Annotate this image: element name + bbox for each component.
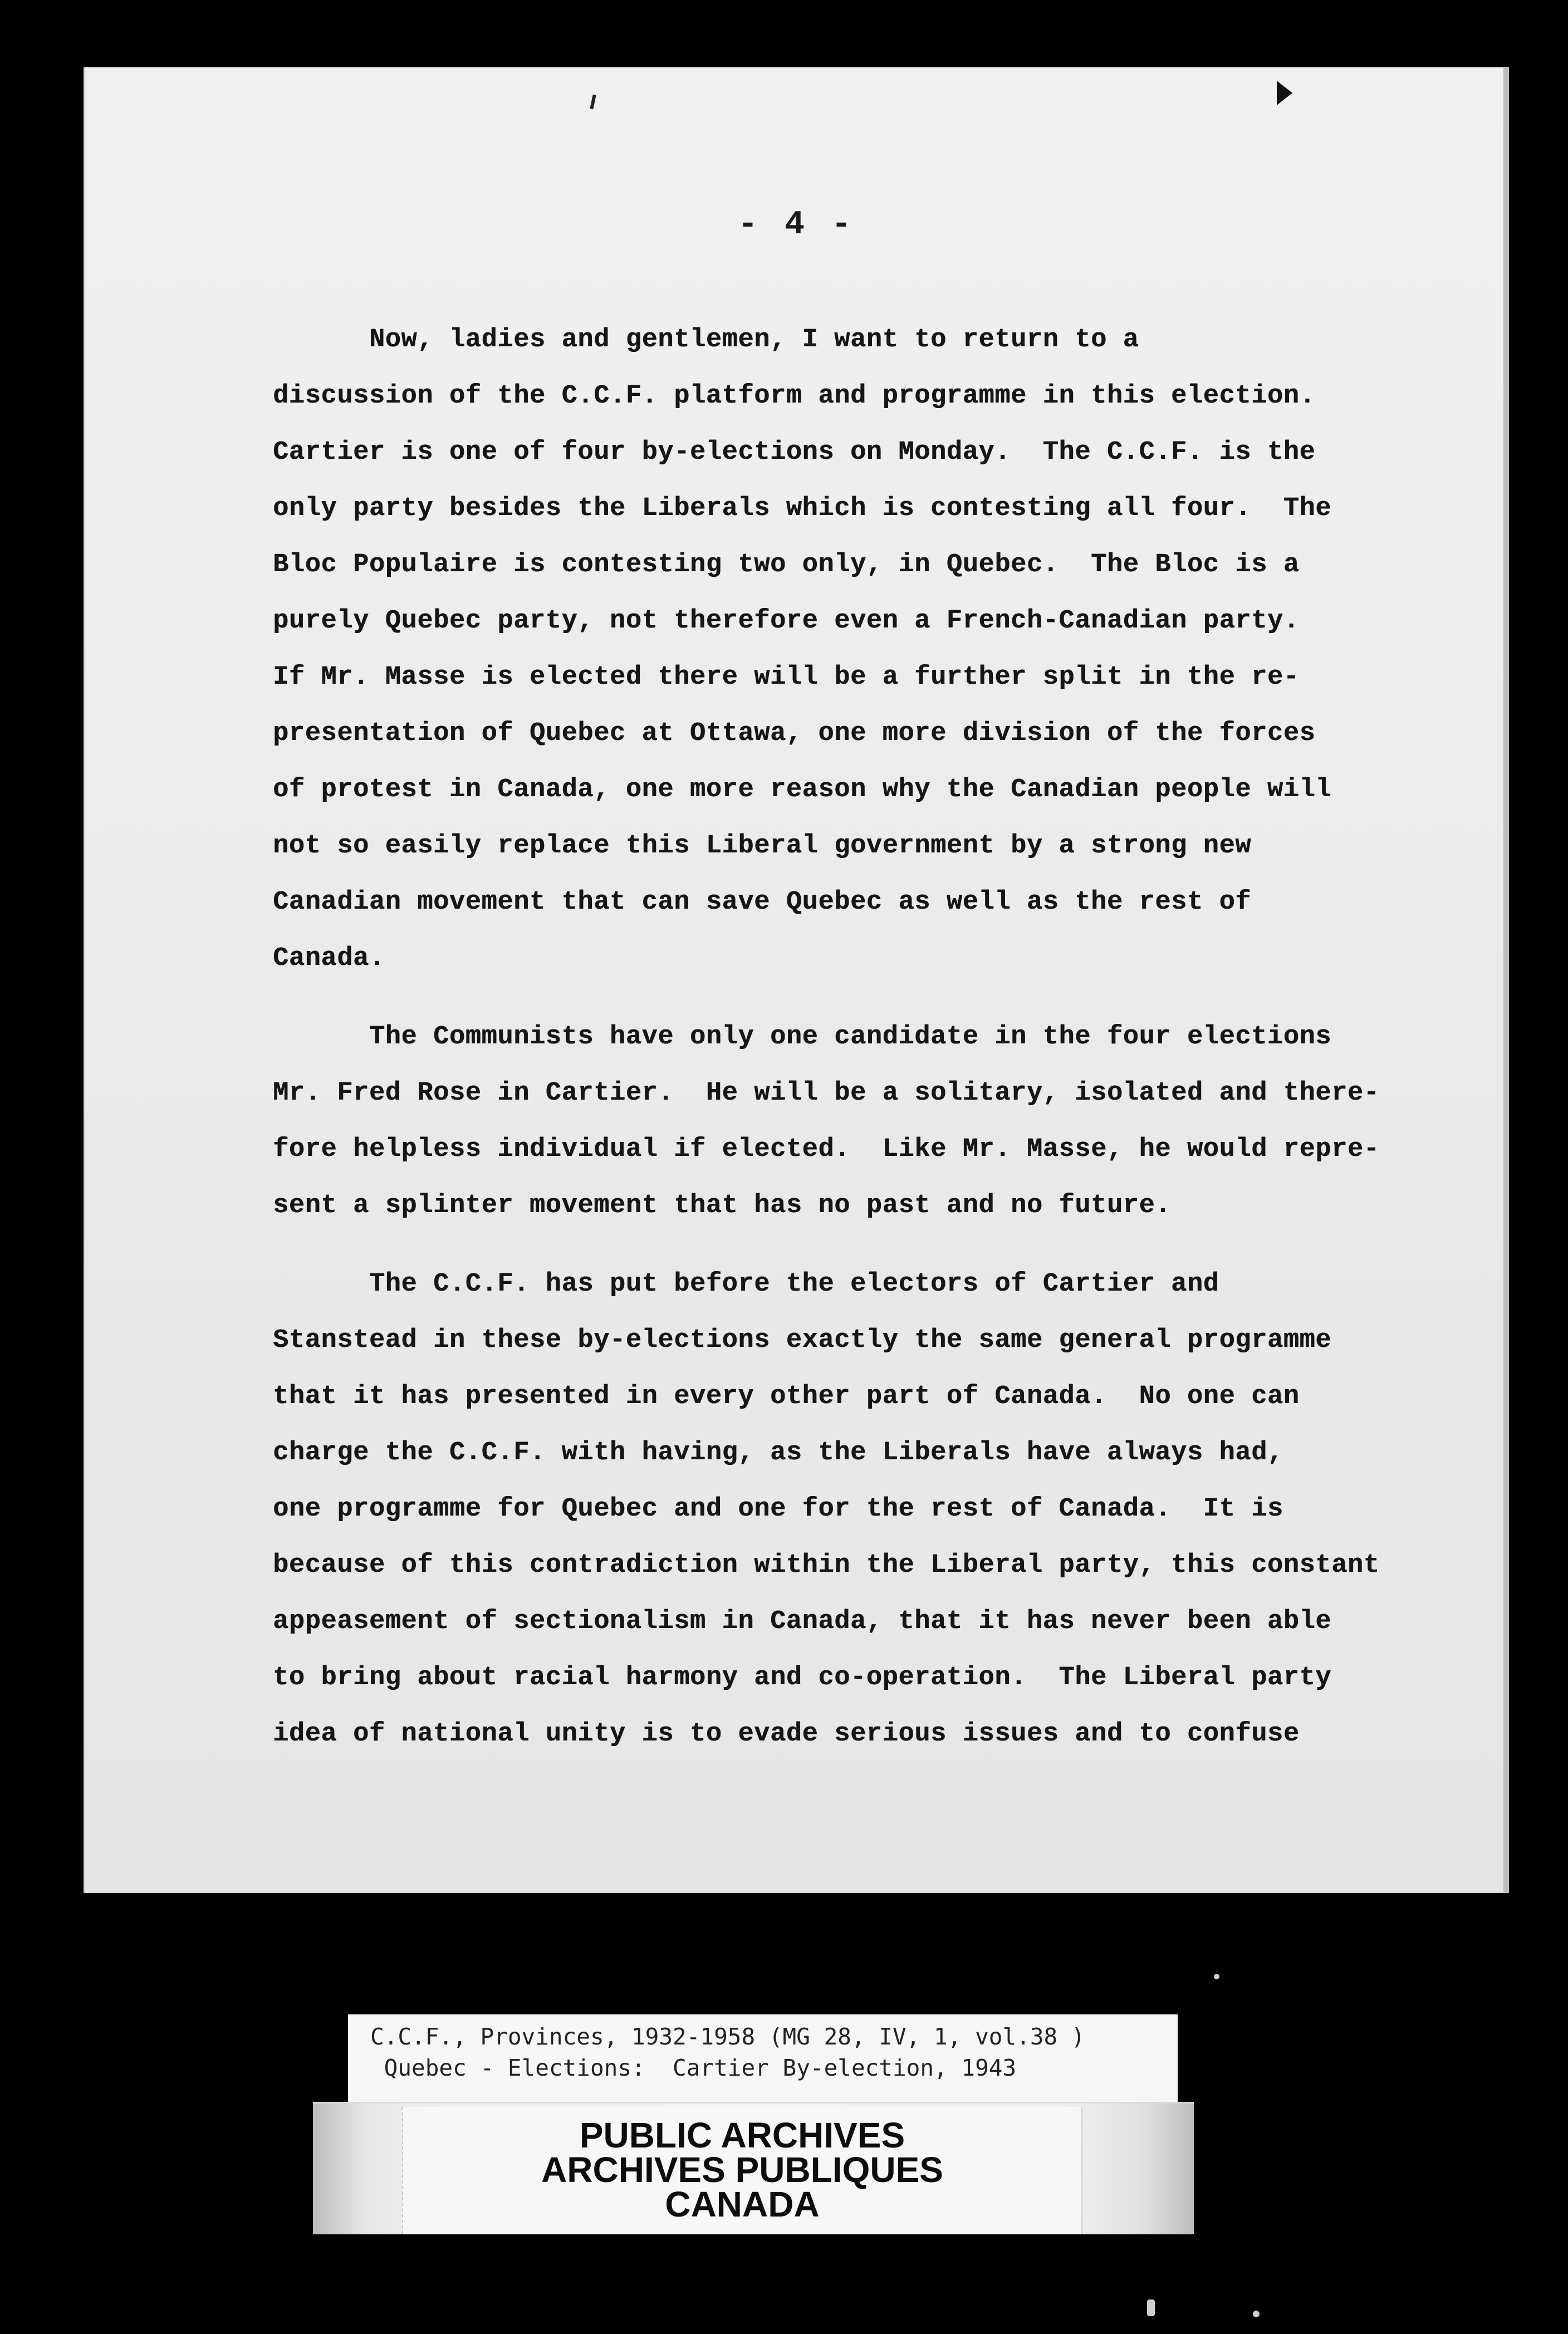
page-edge — [1503, 67, 1509, 1893]
typed-page — [84, 67, 1509, 1893]
stamp-text — [403, 2115, 1081, 2224]
text-line: one programme for Quebec and one for the rest of Canada. It is — [273, 1494, 1283, 1524]
text-line: fore helpless individual if elected. Like Mr. Masse, he would repre- — [273, 1135, 1380, 1164]
citation-line-1: C.C.F., Provinces, 1932-1958 (MG 28, IV, 1, vol.38 ) — [370, 2023, 1085, 2050]
paragraph-gap — [273, 1234, 1487, 1256]
text-line: idea of national unity is to evade serious issues and to confuse — [273, 1719, 1300, 1749]
citation-label — [348, 2014, 1178, 2112]
text-line: Mr. Fred Rose in Cartier. He will be a solitary, isolated and there- — [273, 1078, 1380, 1108]
text-line: because of this contradiction within the Liberal party, this constant — [273, 1551, 1380, 1580]
text-line: sent a splinter movement that has no past and no future. — [273, 1191, 1172, 1220]
text-line: Cartier is one of four by-elections on Monday. The C.C.F. is the — [273, 438, 1316, 467]
page-number: - 4 - — [737, 206, 855, 244]
text-line: appeasement of sectionalism in Canada, that it has never been able — [273, 1607, 1332, 1636]
text-line: not so easily replace this Liberal government by a strong new — [273, 831, 1252, 861]
text-line: If Mr. Masse is elected there will be a further split in the re- — [273, 663, 1300, 692]
dust-speck — [1214, 1974, 1219, 1979]
text-line: The Communists have only one candidate in the four elections — [273, 1022, 1332, 1052]
paragraph-1 — [273, 312, 1487, 987]
citation-line-2: Quebec - Elections: Cartier By-election, 1943 — [370, 2054, 1017, 2081]
text-line: that it has presented in every other part of Canada. No one can — [273, 1382, 1300, 1411]
stamp-panel — [402, 2107, 1082, 2234]
archive-stamp — [313, 2102, 1194, 2234]
paragraph-2 — [273, 1009, 1487, 1234]
text-line: presentation of Quebec at Ottawa, one more division of the forces — [273, 719, 1316, 748]
text-line: Canada. — [273, 944, 385, 973]
text-line: of protest in Canada, one more reason why the Canadian people will — [273, 775, 1332, 805]
text-line: Canadian movement that can save Quebec as well as the rest of — [273, 887, 1252, 917]
text-line: only party besides the Liberals which is contesting all four. The — [273, 494, 1332, 523]
text-line: The C.C.F. has put before the electors of Cartier and — [273, 1269, 1219, 1299]
text-line: discussion of the C.C.F. platform and programme in this election. — [273, 381, 1316, 411]
stamp-line-3: CANADA — [665, 2184, 820, 2224]
text-line: to bring about racial harmony and co-operation. The Liberal party — [273, 1663, 1332, 1693]
text-line: Stanstead in these by-elections exactly the same general programme — [273, 1326, 1332, 1355]
dust-speck — [1147, 2299, 1155, 2316]
paragraph-gap — [273, 987, 1487, 1009]
stamp-line-2: ARCHIVES PUBLIQUES — [541, 2150, 943, 2190]
dust-speck — [1253, 2311, 1260, 2317]
corner-arrow-mark — [1277, 81, 1292, 105]
text-line: charge the C.C.F. with having, as the Liberals have always had, — [273, 1438, 1283, 1468]
text-line: purely Quebec party, not therefore even a French-Canadian party. — [273, 606, 1300, 636]
body-text — [273, 312, 1487, 1762]
stamp-line-1: PUBLIC ARCHIVES — [579, 2115, 905, 2155]
text-line: Bloc Populaire is contesting two only, in Quebec. The Bloc is a — [273, 550, 1300, 580]
text-line: Now, ladies and gentlemen, I want to return to a — [273, 325, 1139, 355]
paragraph-3 — [273, 1256, 1487, 1762]
ink-mark — [590, 95, 596, 110]
